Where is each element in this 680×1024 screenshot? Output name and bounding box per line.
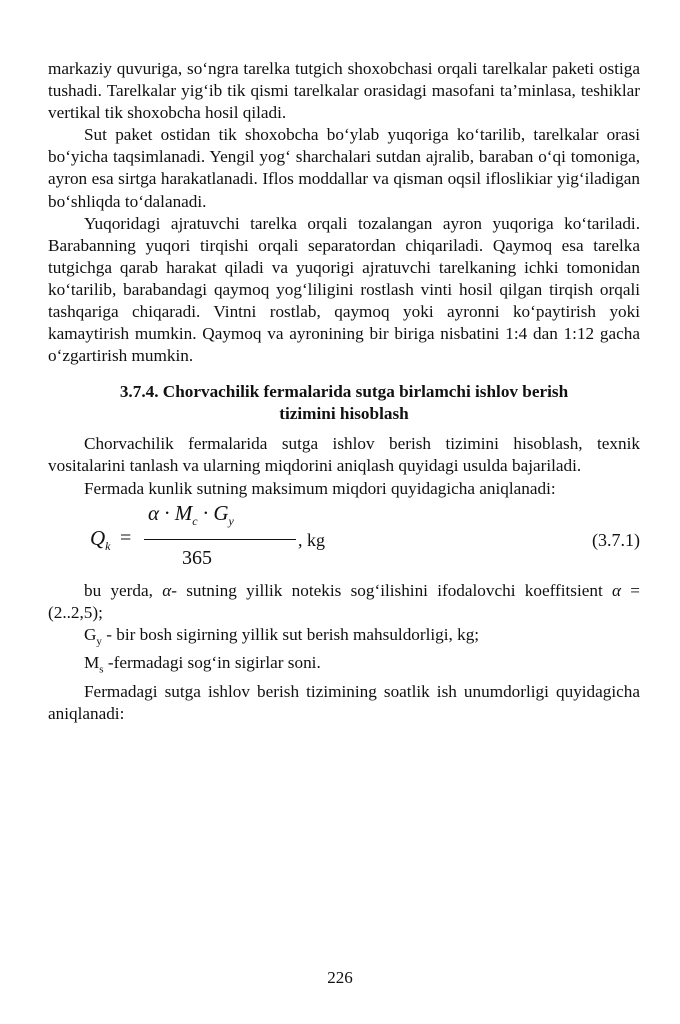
- paragraph-cream-separation: Yuqoridagi ajratuvchi tarelka orqali tozalangan ayron yuqoriga ko‘tariladi. Barabanning yuqori tirqishi orqali separatordan chiqariladi. Qaymoq esa tarelka tutgichga qarab harakat qiladi va yuqorigi ajratuvchi tarelkaning ichki tomonidan ko‘tarilib, barabandagi qaymoq yog‘liligini rostlash vinti hosil qilgan tirqish orqali tashqariga chiqaradi. Vintni rostlab, qaymoq yoki ayronni ko‘paytirish yoki kamaytirish mumkin. Qaymoq va ayronining bir biriga nisbatini 1:4 dan 1:12 gacha o‘zgartirish mumkin.: [48, 213, 640, 366]
- paragraph-milk-flow: Sut paket ostidan tik shoxobcha bo‘ylab yuqoriga ko‘tarilib, tarelkalar orasi bo‘yicha taqsimlanadi. Yengil yog‘ sharchalari sutdan ajralib, baraban o‘qi tomoniga, ayron esa sirtga harakatlanadi. Iflos moddallar va qisman oqsil ifloslikiar yig‘iladigan bo‘shliqda to‘dalanadi.: [48, 125, 640, 211]
- page-body: [48, 58, 640, 725]
- definition-alpha: bu yerda, α- sutning yillik notekis sog‘ilishini ifodalovchi koeffitsient α =(2..2,5);: [48, 580, 640, 622]
- definition-g: $G_y$ - bir bosh sigirning yillik sut berish mahsuldorligi, kg;: [84, 624, 480, 648]
- definition-m: $M_s$ -fermadagi sog‘in sigirlar soni.: [84, 653, 321, 676]
- formula-numerator: $\alpha \cdot M_c \cdot G_y$: [148, 500, 234, 528]
- section-heading-line2: tizimini hisoblash: [279, 404, 409, 424]
- page-number: 226: [327, 968, 353, 987]
- formula-denominator: 365: [182, 546, 212, 569]
- paragraph-method-intro: Chorvachilik fermalarida sutga ishlov berish tizimini hisoblash, texnik vositalarini tanlash va ularning miqdorini aniqlash quyidagi usulda bajariladi.: [48, 434, 640, 476]
- formula-3-7-1: [48, 502, 640, 578]
- section-heading-line1: 3.7.4. Chorvachilik fermalarida sutga birlamchi ishlov berish: [119, 382, 569, 402]
- formula-lhs: $Q_k$: [90, 525, 111, 553]
- paragraph-hourly-productivity: Fermadagi sutga ishlov berish tizimining soatlik ish unumdorligi quyidagicha aniqlanadi:: [48, 681, 640, 723]
- formula-unit: , kg: [298, 529, 325, 550]
- paragraph-continuation: markaziy quvuriga, so‘ngra tarelka tutgich shoxobchasi orqali tarelkalar paketi ostiga tushadi. Tarelkalar yig‘ib tik qismi tarelkalar orasidagi masofani ta’minlasa, teshiklar vertikal tik shoxobcha hosil qiladi.: [48, 59, 640, 123]
- formula-equals: =: [120, 526, 132, 549]
- formula-body: [90, 502, 390, 578]
- fraction-bar: [144, 539, 296, 540]
- section-heading: [48, 381, 640, 425]
- paragraph-daily-max: Fermada kunlik sutning maksimum miqdori quyidagicha aniqlanadi:: [84, 478, 556, 498]
- equation-number: (3.7.1): [592, 529, 640, 550]
